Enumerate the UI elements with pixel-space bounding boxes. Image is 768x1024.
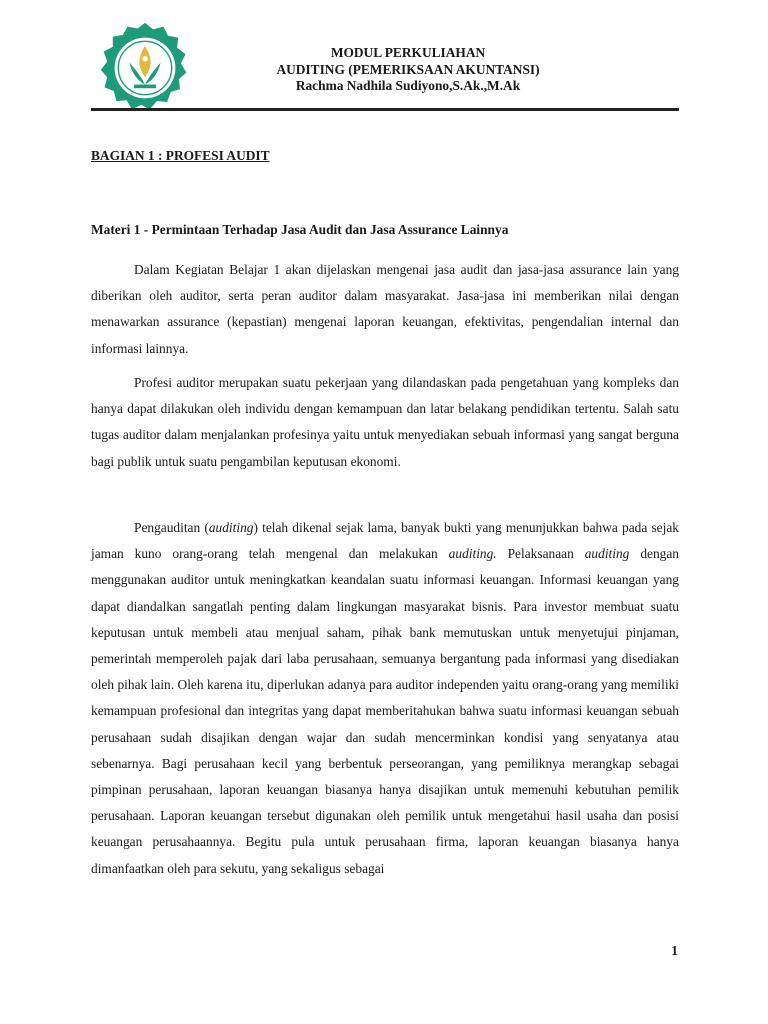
paragraph-1: Dalam Kegiatan Belajar 1 akan dijelaskan mengenai jasa audit dan jasa-jasa assurance lain yang diberikan oleh auditor, serta peran auditor dalam masyarakat. Jasa-jasa ini memberikan nilai dengan menawarkan assurance (kepastian) mengenai laporan keuangan, efektivitas, pengendalian internal dan informasi lainnya.: [91, 262, 679, 356]
paragraph-3: [91, 515, 679, 882]
paragraph-3-italic-term: auditing: [208, 520, 254, 535]
header-divider: [91, 108, 679, 111]
header-course-title: AUDITING (PEMERIKSAAN AKUNTANSI): [276, 61, 540, 77]
paragraph-3-italic-term: auditing: [584, 546, 630, 562]
paragraph-3-italic-term: auditing.: [448, 546, 497, 562]
paragraph-3-text: Pengauditan (: [134, 520, 209, 535]
paragraph-3-text: dengan menggunakan auditor untuk meningkatkan keandalan suatu informasi keuangan. Informasi keuangan yang dapat diandalkan sangatlah penting dalam lingkungan masyarakat bisnis. Para investor membuat suatu keputusan untuk membeli atau menjual saham, pihak bank memutuskan untuk menyetujui pinjaman, pemerintah memperoleh pajak dari laba perusahaan, semuanya bergantung pada informasi yang disediakan oleh pihak lain. Oleh karena itu, diperlukan adanya para auditor independen yaitu orang-orang yang memiliki kemampuan profesional dan integritas yang dapat memberitahukan bahwa suatu informasi keuangan sebuah perusahaan sudah disajikan dengan wajar dan sudah mencerminkan kondisi yang senyatanya atau sebenarnya. Bagi perusahaan kecil yang berbentuk perseorangan, yang pemiliknya merangkap sebagai pimpinan perusahaan, laporan keuangan biasanya hanya disajikan untuk memenuhi kebutuhan pemilik perusahaan. Laporan keuangan tersebut digunakan oleh pemilik untuk mengetahui hasil usaha dan posisi keuangan perusahaannya. Begitu pula untuk perusahaan firma, laporan keuangan biasanya hanya dimanfaatkan oleh para sekutu, yang sekaligus sebagai: [91, 546, 679, 876]
materi-title: Materi 1 - Permintaan Terhadap Jasa Audit dan Jasa Assurance Lainnya: [91, 222, 509, 237]
header-module-label: MODUL PERKULIAHAN: [330, 45, 486, 60]
paragraph-3-text: Pelaksanaan: [496, 546, 585, 562]
document-header: [190, 45, 626, 95]
paragraph-2: Profesi auditor merupakan suatu pekerjaan yang dilandaskan pada pengetahuan yang kompleks dan hanya dapat dilakukan oleh individu dengan kemampuan dan latar belakang pendidikan tertentu. Salah satu tugas auditor dalam menjalankan profesinya yaitu untuk menyediakan sebuah informasi yang sangat berguna bagi publik untuk suatu pengambilan keputusan ekonomi.: [91, 375, 679, 469]
section-title: BAGIAN 1 : PROFESI AUDIT: [91, 148, 270, 163]
university-seal-icon: [99, 22, 191, 114]
paragraph-3-text: ) telah dikenal sejak lama, banyak bukti yang menunjukkan bahwa pada sejak jaman kuno orang-orang telah mengenal dan melakukan: [91, 520, 679, 562]
header-author: Rachma Nadhila Sudiyono,S.Ak.,M.Ak: [295, 78, 521, 93]
page-number: 1: [671, 943, 678, 958]
